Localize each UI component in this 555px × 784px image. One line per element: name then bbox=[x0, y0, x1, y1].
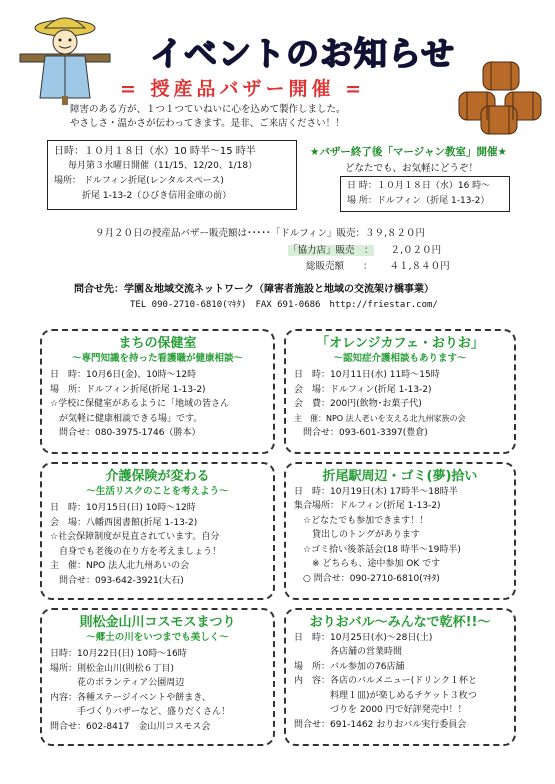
barrels-illustration bbox=[455, 60, 550, 135]
mahjong-place: 場 所：ドルフィン（折尾 1-13-2） bbox=[347, 196, 490, 206]
card-line: 手づくりバザーなど、盛りだくさん！ bbox=[50, 707, 231, 717]
intro-line: 障害のある方が、１つ１つていねいに心を込めて製作しました。 bbox=[70, 104, 346, 115]
card-kaigo-hoken bbox=[40, 462, 275, 600]
sales-label: 総販売額 ： bbox=[306, 261, 373, 272]
card-line: 会 場：ドルフィン(折尾 1-13-2) bbox=[294, 384, 432, 395]
card-line: ○ 問合せ：090-2710-6810(ﾏｷﾀ) bbox=[294, 573, 440, 584]
card-line: 問合せ：602-8417 金山川コスモス会 bbox=[50, 721, 211, 732]
card-title: 則松金山川コスモスまつり bbox=[79, 615, 236, 630]
card-line: 日 時：10月11日(水) 11時～15時 bbox=[294, 370, 440, 380]
contact-line: 問合せ先：学園＆地域交流ネットワーク（障害者施設と地域の交流架け橋事業） bbox=[74, 284, 434, 295]
intro-line: やさしさ・温かさが伝わってきます。是非、ご来店ください！！ bbox=[70, 118, 345, 129]
card-title: まちの保健室 bbox=[118, 336, 197, 351]
card-line: 日 時：10月25日(水)～28日(土) bbox=[294, 632, 433, 643]
card-machi-hokenshitsu bbox=[40, 329, 275, 454]
card-subtitle: ～生活リスクのことを考えよう～ bbox=[86, 485, 229, 497]
event-date: 日時：１０月１８日（水）10 時半～15 時半 bbox=[54, 146, 256, 157]
sales-value: ４１,８４０円 bbox=[389, 261, 450, 272]
card-subtitle: ～専門知識を持った看護職が健康相談～ bbox=[71, 352, 243, 364]
card-line: 自身でも老後の在り方を考えましょう！ bbox=[50, 546, 222, 557]
card-line: 場 所：ドルフィン折尾(折尾 1-13-2) bbox=[50, 384, 206, 395]
event-address: 折尾 1-13-2（ひびき信用金庫の前） bbox=[82, 191, 232, 201]
card-cosmos-festival bbox=[40, 608, 275, 746]
card-line: が気軽に健康相談できる場」です。 bbox=[50, 413, 203, 424]
event-schedule: 毎月第３水曜日開催（11/15、12/20、1/18） bbox=[68, 161, 258, 171]
card-line: 問合せ：093-642-3921(大石) bbox=[50, 575, 184, 586]
card-line: 問合せ：080-3975-1746（勝本） bbox=[50, 428, 201, 438]
sales-label: 「協力店」販売 ： bbox=[288, 245, 374, 256]
card-title: 介護保険が変わる bbox=[105, 469, 210, 484]
page-title: イベントのお知らせ bbox=[150, 34, 456, 73]
intro-text bbox=[70, 103, 346, 131]
card-line: 日 時：10月15日(日) 10時～12時 bbox=[50, 503, 196, 513]
card-line: 料理１皿)が楽しめるチケット３枚つ bbox=[294, 690, 477, 701]
card-line: 集合場所：ドルフィン(折尾 1-13-2) bbox=[294, 501, 441, 511]
mahjong-class-title: ★バザー終了後「マージャン教室」開催★ bbox=[310, 146, 507, 158]
sales-line: ９月２０日の授産品バザー販売額は･････「ドルフィン」販売：３９,８２０円 bbox=[95, 228, 426, 239]
card-line: 貸出しのトングがあります bbox=[294, 530, 420, 540]
card-line: 会 費：200円(飲物･お菓子代) bbox=[294, 399, 422, 409]
card-line: ※ どちらも、途中参加 OK です bbox=[294, 559, 441, 569]
sales-total bbox=[306, 258, 450, 272]
card-title: おりおバル～みんなで乾杯!!～ bbox=[309, 615, 491, 630]
card-line: 会 場：八幡西図書館(折尾 1-13-2) bbox=[50, 517, 198, 528]
mahjong-class-sub: どなたでも、お気軽にどうぞ！ bbox=[345, 163, 479, 174]
card-line: 場所：則松金山川(則松６丁目) bbox=[50, 663, 175, 674]
card-line: ☆ゴミ拾い後茶話会(18 時半～19時半) bbox=[294, 544, 461, 555]
card-line: 日 時：10月6日(金)、10時～12時 bbox=[50, 370, 197, 380]
event-info-box bbox=[47, 140, 297, 210]
card-line: 花のボランティア公園周辺 bbox=[50, 678, 185, 688]
card-line: 問合せ：691-1462 おりおバル実行委員会 bbox=[294, 719, 467, 730]
event-place: 場所： ドルフィン折尾(レンタルスペース) bbox=[54, 176, 224, 186]
scarecrow-illustration bbox=[10, 10, 120, 105]
card-line: ☆学校に保健室があるように「地域の皆さん bbox=[50, 399, 230, 409]
mahjong-date: 日 時：１０月１８日（水）16 時～ bbox=[347, 181, 491, 191]
card-line: 主 催：NPO 法人北九州あいの会 bbox=[50, 561, 190, 571]
card-line: 場 所：バル参加の76店舗 bbox=[294, 661, 405, 672]
card-line: 主 催：NPO 法人老いを支える北九州家族の会 bbox=[294, 413, 466, 423]
sales-cooperating-shops bbox=[288, 242, 441, 256]
sales-value: ２,０２０円 bbox=[390, 245, 442, 256]
card-line: 内 容：各店のバルメニュー(ドリンク１杯と bbox=[294, 676, 478, 686]
card-line: ☆社会保障制度が見直されています。自分 bbox=[50, 532, 220, 542]
card-line: 日 時：10月19日(木) 17時半～18時半 bbox=[294, 486, 458, 497]
card-line: 問合せ：093-601-3397(豊倉) bbox=[294, 428, 428, 438]
card-gomi-hiroi bbox=[284, 462, 516, 600]
card-title: 折尾駅周辺・ゴミ(夢)拾い bbox=[322, 469, 478, 484]
card-line: 日時：10月22日(日) 10時～16時 bbox=[50, 649, 187, 659]
card-title: 「オレンジカフェ・おりお」 bbox=[316, 336, 484, 351]
contact-details: TEL 090-2710-6810(ﾏｷﾀ) FAX 691-0686 http://friestar.com/ bbox=[130, 300, 438, 310]
card-subtitle: ～郷土の川をいつまでも美しく～ bbox=[86, 631, 229, 643]
card-orange-cafe bbox=[284, 329, 516, 454]
card-subtitle: ～認知症介護相談もあります～ bbox=[333, 352, 467, 364]
card-line: づりを 2000 円で好評発売中！！ bbox=[294, 705, 467, 715]
mahjong-class-box bbox=[340, 176, 510, 212]
card-line: 各店舗の営業時間 bbox=[294, 647, 403, 657]
page-subtitle: = 授産品バザー開催 = bbox=[120, 78, 366, 100]
card-line: ☆どなたでも参加できます！！ bbox=[294, 515, 429, 526]
card-orio-bar bbox=[284, 608, 516, 746]
card-line: 内容：各種ステージイベントや餅まき、 bbox=[50, 692, 211, 703]
